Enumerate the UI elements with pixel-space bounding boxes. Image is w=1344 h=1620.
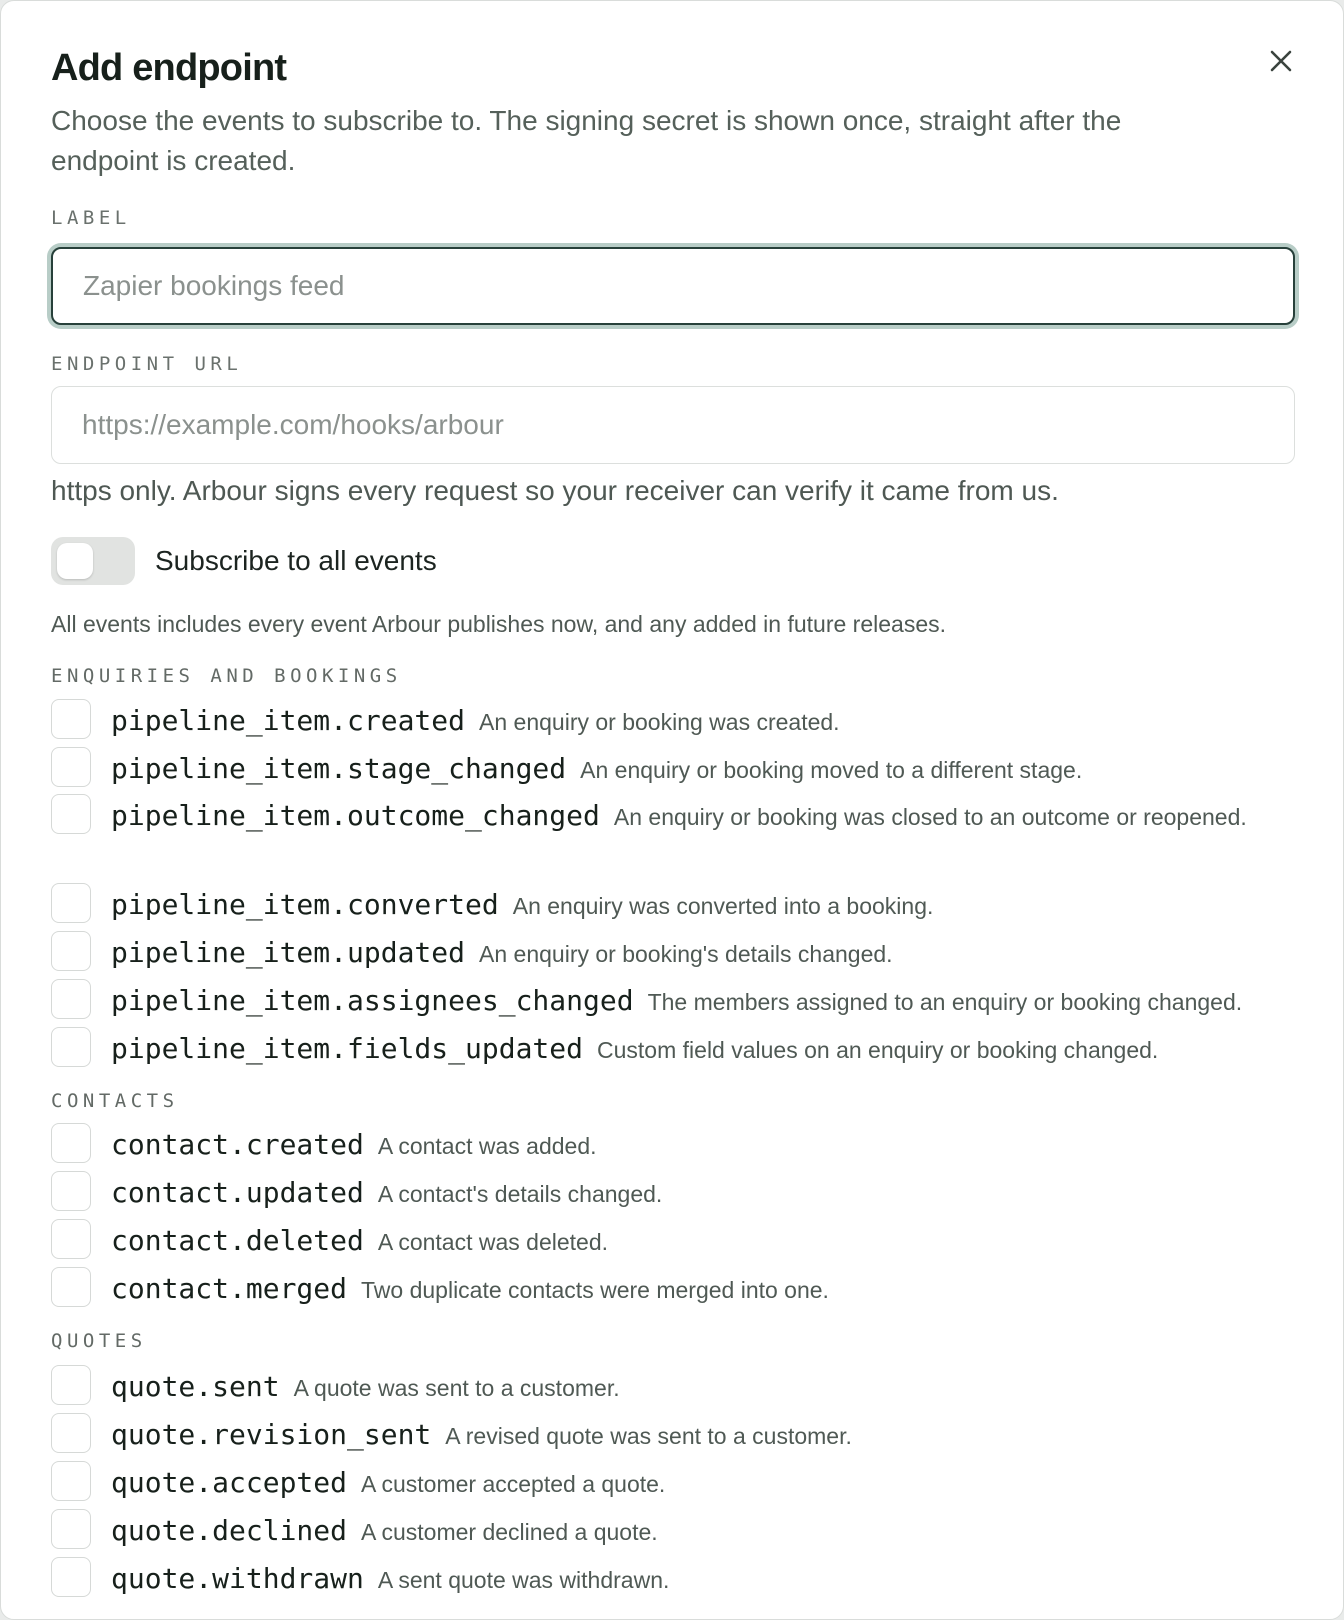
event-text (111, 699, 840, 746)
event-row (51, 1413, 1301, 1460)
event-description: A sent quote was withdrawn. (377, 1567, 670, 1593)
event-description: Custom field values on an enquiry or booking changed. (597, 1037, 1159, 1063)
event-name: pipeline_item.created (111, 704, 466, 737)
event-description: A customer accepted a quote. (361, 1471, 666, 1497)
event-description: A quote was sent to a customer. (293, 1375, 620, 1401)
event-name: contact.updated (111, 1176, 364, 1209)
event-row (51, 794, 1301, 841)
event-checkbox[interactable] (51, 1461, 91, 1501)
event-name: quote.sent (111, 1370, 280, 1403)
event-text (111, 1267, 829, 1314)
event-text (111, 979, 1242, 1026)
event-checkbox[interactable] (51, 1219, 91, 1259)
event-row (51, 1219, 1301, 1266)
event-name: pipeline_item.assignees_changed (111, 984, 634, 1017)
event-description: A contact was added. (377, 1133, 597, 1159)
subscribe-all-label: Subscribe to all events (155, 545, 437, 576)
event-checkbox[interactable] (51, 747, 91, 787)
event-checkbox[interactable] (51, 883, 91, 923)
event-text (111, 747, 1082, 794)
event-name: quote.declined (111, 1514, 348, 1547)
label-input[interactable] (51, 247, 1295, 325)
event-description: An enquiry or booking's details changed. (479, 941, 893, 967)
event-checkbox[interactable] (51, 1413, 91, 1453)
event-description: A customer declined a quote. (361, 1519, 658, 1545)
event-row (51, 699, 1301, 746)
event-name: pipeline_item.converted (111, 888, 499, 921)
event-description: An enquiry or booking was closed to an outcome or reopened. (613, 804, 1247, 830)
event-checkbox[interactable] (51, 1123, 91, 1163)
event-row (51, 883, 1301, 930)
event-text (111, 1509, 658, 1556)
event-row (51, 747, 1301, 794)
event-description: An enquiry or booking moved to a different stage. (580, 757, 1083, 783)
event-checkbox[interactable] (51, 1171, 91, 1211)
event-description: An enquiry or booking was created. (479, 709, 840, 735)
all-events-note: All events includes every event Arbour publishes now, and any added in future releases. (51, 611, 947, 637)
event-checkbox[interactable] (51, 931, 91, 971)
event-row (51, 1365, 1301, 1412)
event-group-label: ENQUIRIES AND BOOKINGS (51, 665, 402, 687)
event-name: quote.revision_sent (111, 1418, 432, 1451)
event-description: The members assigned to an enquiry or booking changed. (647, 989, 1243, 1015)
event-text (111, 1171, 662, 1218)
dialog-title: Add endpoint (51, 47, 287, 89)
event-description: Two duplicate contacts were merged into one. (361, 1277, 829, 1303)
event-row (51, 1509, 1301, 1556)
event-text (111, 794, 1247, 841)
event-text (111, 931, 893, 978)
event-description: An enquiry was converted into a booking. (512, 893, 934, 919)
event-row (51, 1557, 1301, 1604)
event-checkbox[interactable] (51, 979, 91, 1019)
event-row (51, 1461, 1301, 1508)
event-checkbox[interactable] (51, 1027, 91, 1067)
toggle-knob (57, 543, 93, 579)
endpoint-url-label: ENDPOINT URL (51, 353, 243, 375)
dialog-intro: Choose the events to subscribe to. The signing secret is shown once, straight after the endpoint is created. (51, 105, 1122, 176)
event-name: pipeline_item.stage_changed (111, 752, 567, 785)
event-name: quote.accepted (111, 1466, 348, 1499)
close-button[interactable] (1265, 45, 1297, 77)
label-field-label: LABEL (51, 207, 131, 229)
event-group-label: CONTACTS (51, 1090, 179, 1112)
event-text (111, 1027, 1158, 1074)
event-checkbox[interactable] (51, 699, 91, 739)
event-name: contact.merged (111, 1272, 348, 1305)
close-icon (1265, 45, 1297, 77)
event-row (51, 1027, 1301, 1074)
event-checkbox[interactable] (51, 794, 91, 834)
event-checkbox[interactable] (51, 1365, 91, 1405)
event-name: quote.withdrawn (111, 1562, 364, 1595)
event-text (111, 1413, 852, 1460)
event-row (51, 931, 1301, 978)
event-row (51, 1123, 1301, 1170)
subscribe-all-row (51, 537, 437, 585)
event-text (111, 1219, 608, 1266)
subscribe-all-toggle[interactable] (51, 537, 135, 585)
event-checkbox[interactable] (51, 1509, 91, 1549)
event-checkbox[interactable] (51, 1557, 91, 1597)
event-text (111, 883, 933, 930)
event-name: pipeline_item.fields_updated (111, 1032, 584, 1065)
endpoint-url-input[interactable] (51, 386, 1295, 464)
event-text (111, 1123, 597, 1170)
event-group-label: QUOTES (51, 1330, 147, 1352)
event-name: pipeline_item.updated (111, 936, 466, 969)
event-name: contact.deleted (111, 1224, 364, 1257)
event-description: A contact was deleted. (377, 1229, 609, 1255)
event-name: pipeline_item.outcome_changed (111, 799, 600, 832)
event-checkbox[interactable] (51, 1267, 91, 1307)
event-row (51, 1171, 1301, 1218)
event-row (51, 979, 1301, 1026)
event-name: contact.created (111, 1128, 364, 1161)
event-text (111, 1461, 665, 1508)
event-description: A contact's details changed. (377, 1181, 663, 1207)
event-text (111, 1365, 620, 1412)
event-row (51, 1267, 1301, 1314)
endpoint-url-hint: https only. Arbour signs every request so your receiver can verify it came from us. (51, 475, 1059, 506)
event-description: A revised quote was sent to a customer. (445, 1423, 852, 1449)
event-text (111, 1557, 669, 1604)
